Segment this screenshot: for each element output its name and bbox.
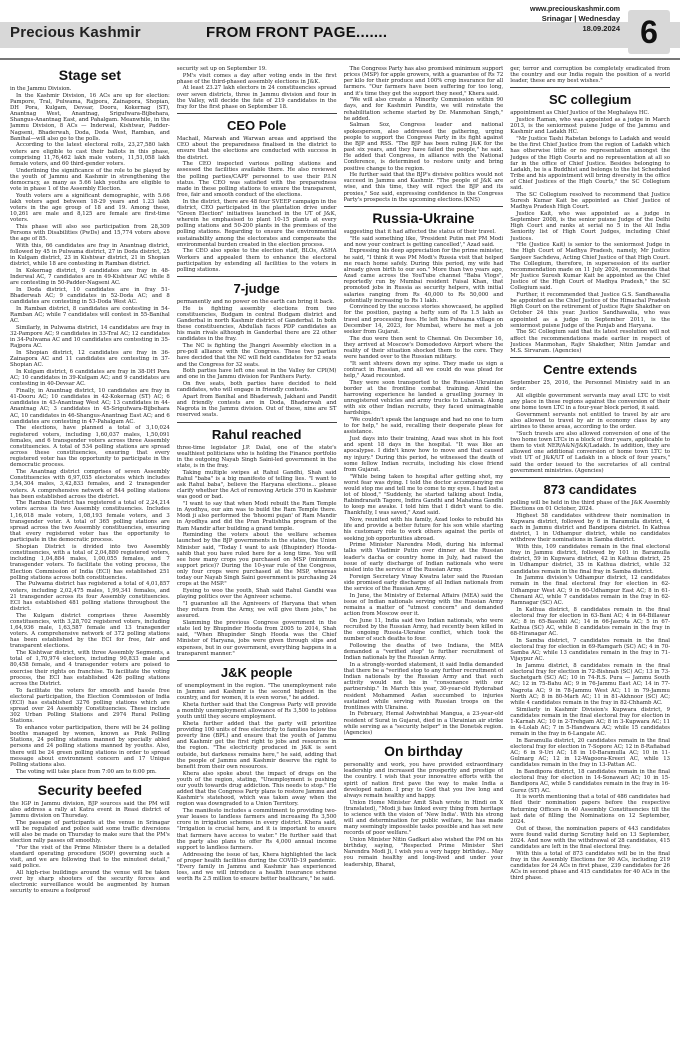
paragraph: The Kishtwar district, with three Assembly Segments, a total of 1,70,974 electors, including 90,833 male and 80,458 female, and 4 transgender voters are poised to exercise their rights on franchise. To facilitate the voting process, the ECI has established 426 polling stations across the District. (10, 650, 170, 687)
paragraph: PM's visit comes a day after voting ends in the first phase of the third-phased assembly elections in J&K. (176, 72, 337, 85)
paragraph: Eyeing to woo the youth, Shah said Rahul Gandhi was playing politics over the Agniveer scheme. (176, 588, 337, 601)
column-3 (344, 64, 504, 1050)
paragraph: Kheta further said that the Congress Party will provide a monthly unemployment allowance of Rs 3,500 to jobless youth until they secure employment. (176, 701, 337, 721)
story-divider (510, 87, 670, 88)
paragraph: personality and work, you have provided extraordinary leadership and increased the prosperity and prestige of the country. I wish that your innovative efforts with the spirit of nation first pave the way to make India a developed nation. I pray to God that you live long and always remain healthy and happy. (343, 762, 504, 799)
paragraph: In Bandipora district, 18 candidates remain in the final electoral fray for election in 14-Sonawari AC; 10 in 15-Bandipora AC, while 5 candidates remain in the fray in 16-Gurez (ST) AC. (510, 769, 670, 794)
paragraph: On five seats, both parties have decided to field candidates, who will engage in friendly contests. (176, 381, 337, 394)
paragraph: The Pulwama district has registered a total of 4,01,857 voters, including 2,02,475 males, 1,99,341 females, and 21 transgender across its four Assembly constituencies. ECI has established 481 polling stations throughout the district. (10, 581, 170, 612)
header-divider (0, 58, 680, 60)
paragraph: Expressing his deep appreciation for the prime minister, he said, "I think it was PM Modi's Russia visit that helped me reach home safely. During this period, my wife had already given birth to our son." More than two years ago, Azad came across the YouTube channel "Baba Vlogs", reportedly run by Mumbai resident Faisal Khan, that promoted jobs in Russia as security helpers, with initial salaries ranging from Rs 40,000 to Rs 50,000 and potentially increasing to Rs 1 lakh. (343, 248, 504, 304)
paragraph: of unemployment in the region. "The unemployment rate in Jammu and Kashmir is the second highest in the country, and for women, it is even worse," he added. (176, 682, 337, 702)
paragraph: All eligible government servants may avail LTC to visit any place in these regions against the conversion of their one home town LTC in a four-year block period, it said. (510, 392, 670, 412)
masthead (0, 0, 680, 62)
paragraph: The CEO also spoke to the election staff, BLOs, ASHA Workers and appealed them to enhance the electoral participation by extending all facilities to the voters in polling stations. (176, 248, 337, 273)
paragraph: Taking multiple swipes at Rahul Gandhi, Shah said Rahul "baba" is a big manifesto of telling lies. "I want to ask Rahul baba", believe the Haryana elections... please clarify whether the Act of removing Article 370 in Kashmir was good or bad. (176, 469, 337, 501)
headline-873-candidates: 873 candidates (543, 481, 637, 497)
paragraph: He further said that the BJP's divisive politics would not succeed in Jammu and Kashmir. "The people of J&K are wise, and this time, they will reject the BJP and its proxies," Soz said, expressing confidence in the Congress Party's prospects in the upcoming elections.(KNS) (343, 172, 504, 203)
paragraph: Similarly in Kashmir Division's Kupwara district, 9 candidates remain in the final electoral fray for election in 1-Karnah AC; 10 in 2-Trehgam AC; 8 in 3-Kupwara AC; 11 in 4-Lolab AC; 7 in 5-Handwara AC; while 15 candidates remain in the fray in 6-Langate AC. (510, 706, 670, 738)
paragraph: In Kathua district, 8 candidates remain in the final electoral fray for election in 63-Bani AC; 4 in 64-Billawar AC; 8 in 65-Basohli AC; 14 in 66-Jasrota AC; 5 in 67-Kathua (SC) AC, while 8 candidates remain in the fray in 68-Hiranagar AC. (510, 606, 670, 638)
paragraph: To facilitate the voters for smooth and hassle free electoral participation, the Election Commission of India (ECI) has established 3276 polling stations which are spread over 24 Assembly Constituencies. These include 302 Urban Polling Stations and 2974 Rural Polling Stations. (10, 687, 170, 725)
paragraph: the IGP in Jammu division, BJP sources said the PM will also address a rally at Katra event in Reasi district of Jammu division on Thursday. (10, 800, 170, 819)
paragraph: "He said something like, 'President Putin met PM Modi and now your contract is getting cancelled'," Azad said. (343, 235, 504, 248)
paragraph: In a strongly-worded statement, it said India demanded that there be a "verified stop to any further recruitment of Indian nationals by the Russian Army and that such activity would not be in "consonance with our partnership." In March this year, 30-year-old Hyderabad resident Mohammed Asfan succumbed to injuries sustained while serving with Russian troops on the frontlines with Ukraine. (343, 661, 504, 711)
paragraph: In June, the Ministry of External Affairs (MEA) said the issue of Indian nationals serving with the Russian Army remains a matter of "utmost concern" and demanded action from Moscow over it. (343, 592, 504, 617)
paragraph: September 25, 2016, the Personnel Ministry said in an order. (510, 380, 670, 393)
paragraph: Both parties have left one seat in the Valley for CPI(M) and one in the Jammu division for Panthers Party. (176, 368, 337, 381)
paragraph: In February, Hemal Ashwinbhai Mangua, a 23-year-old resident of Surat in Gujarat, died in a Ukrainian air strike while serving as a "security helper" in the Donetsk region. (Agencies) (343, 711, 504, 736)
column-2 (177, 64, 337, 1050)
paragraph: According to the latest electoral rolls, 23,27,580 lakh voters are eligible to cast their ballots in this phase, comprising 11,76,462 lakh male voters, 11,51,058 lakh female voters, and 60 third-gender voters. (10, 142, 170, 167)
paragraph: Machail, Marwah and Warwan areas and apprised the CEO about the preparedness finalised in the district to ensure that the elections are conducted with success in the district. (176, 136, 337, 161)
paragraph: The duo were then sent to Chennai. On December 16, they arrived at Moscow's Domodedovo Airport where the reality of their situation shocked them to the core. They were handed over to the Russian military. (343, 335, 504, 361)
headline-ceo-pole: CEO Pole (227, 118, 287, 134)
story-divider (177, 113, 337, 114)
paragraph: "While being taken to hospital after getting shot, my worst fear was dying. I told the doctor accompanying me would stop me and tell me to come to my eyes. I had lost a lot of blood," "Suddenly, he started talking about India, Rabindranath Tagore, Indira Gandhi and Mahatma Gandhi to keep me awake. I told him that I didn't want to die. Thankfully, I was saved," Azad said. (343, 473, 504, 517)
paragraph: In Kokernag district, 9 candidates are fray in 48-Inderwal AC, 7 candidates are in 49-Kishtwar AC while 8 are contesting in 50-Padder-Nagseni AC. (10, 268, 170, 287)
location-day: Srinagar | Wednesday (541, 14, 620, 23)
paragraph: "Mr Justice Tashi Rabstan belongs to Ladakh and would be the first Chief Justice from the region of Ladakh which has otherwise little or no representation amongst the Judges of the High Courts and no representation at all so far in the office of Chief Justice. Besides belonging to Ladakh, he is a Buddhist and belongs to the list Scheduled Tribe and his appointment will bring diversity in the office of Chief Justices of the High Courts," the SC Collegium said. (510, 136, 670, 192)
paragraph: It is worth mentioning that a total of 486 candidates had filed their nomination papers before the respective Returning Officers in 40 Assembly Constituencies till the last date of filling the Nominations on 12 September, 2024. (510, 794, 670, 825)
paragraph: Out of these, the nomination papers of 443 candidates were found valid during Scrutiny held on 13 September, 2024. And now with the withdrawal of 28 candidates, 415 candidates are left in the final electoral fray. (510, 825, 670, 850)
paragraph: In Samba district, 7 candidates remain in the final electoral fray for election in 69-Ramgarh (SC) AC; 4 in 70-Samba AC; while 13 candidates remain in the fray in 71-Vijaypur AC. (510, 637, 670, 663)
page-number: 6 (628, 10, 670, 54)
section-banner: FROM FRONT PAGE....... (206, 24, 388, 41)
paragraph: The passage of participants at the venue in Srinagar will be regulated and police said some traffic diversions will also be made on Thursday to make sure that the PM's election rally passes off smoothly. (10, 819, 170, 845)
paragraph: Government servants not entitled to travel by air are also allowed to travel by air in economy class by any airlines to these areas, according to the order. (510, 411, 670, 431)
paragraph: In Jammu division's Udhampur district, 12 candidates remain in the final electoral fray for election in 62-Udhampur West AC; 9 in 60-Udhampur East AC; 8 in 61-Chenani AC, while 7 candidates remain in the fray in 62-Ramnagar (SC) AC. (510, 575, 670, 606)
story-divider (177, 422, 337, 423)
paragraph: Justice Raman, who was appointed as a judge in March 2013, is the seniormost puisne Judge of the Jammu and Kashmir and Ladakh HC. (510, 117, 670, 136)
paragraph: He is fighting assembly elections from two constituencies, Budgam in central Budgam district and Ganderbal in north Kashmir district of Ganderbal. In both these constituencies, Abdullah faces PDP candidates as his main rivals although in Ganderbal there are 22 other candidates in the fray. (176, 305, 337, 343)
paragraph: "I want to say that when Modi rebuilt the Ram Temple in Ayodhya, our aim was to build the Ram Temple there. Modi ji also performed the 'bhoomi pujan' of Ram Mandir in Ayodhya and did the Pran Pratishtha program of the Ram Mandir after building a grand temple. (176, 500, 337, 532)
paragraph: The voting will take place from 7:00 am to 6:00 pm. (16, 768, 157, 775)
paragraph: Convinced by the success stories showcased, he applied for the position, paying a hefty sum of Rs 1.5 lakh as travel and processing fees. He left his Pulwama village on December 14, 2023, for Mumbai, where he met a job seeker from Gujarat. (343, 304, 504, 335)
paragraph: "It sent shivers down my spine. They made us sign a contract in Russian, and all we could do was plead for help," Azad recounted. (343, 360, 504, 380)
headline-jk-people: J&K people (220, 664, 293, 680)
paragraph: With this, 109 candidates remain in the final electoral fray in Jammu district, followed by 101 in Baramulla district, 59 in Kupwara district, 42 in Kathua district, 25 in Udhampur district, 35 in Kathua district, while 32 candidates remain in the final fray in Samba district. (510, 544, 670, 575)
paragraph: in the Jammu Division. (10, 86, 72, 92)
brand-name: Precious Kashmir (10, 24, 141, 41)
paragraph: The Kulgam district comprises three Assembly constituencies, with 3,28,702 registered voters, including 1,64,936 male, 1,63,587 female and 13 transgender voters. A comprehensive network of 372 polling stations has been established by the ECI for free, fair and transparent elections. (10, 612, 170, 650)
paragraph: "Such travels are also allowed conversion of one of the two home town LTCs in a block of four years, applicable to them to visit NER/A&N/J&K/Ladakh. In addition, they are allowed one additional conversion of home town LTC to visit UT of J&K/UT of Ladakh in a block of four years," said the order issued to the secretaries of all central government ministries. (Agencies) (510, 430, 670, 474)
headline-on-birthday: On birthday (384, 743, 463, 760)
story-divider (177, 276, 337, 277)
paragraph: Foreign Secretary Vinay Kwatra later said the Russian side promised early discharge of all Indian nationals from the service of the Russian Army. (343, 573, 504, 592)
headline-centre-extends: Centre extends (543, 362, 638, 378)
paragraph: Apart from Banihal and Bhaderwah, Jakhani and Pandit and friendly contests are in Doda, Bhaderwah and Nagrota in the Jammu division. Out of these, nine are ST reserved seats. (176, 393, 337, 419)
headline-sc-collegium: SC collegium (548, 92, 632, 108)
story-divider (10, 778, 170, 779)
paragraph: In the Kashmir Division, 16 ACs are up for election: Pampore, Tral, Pulwama, Rajpora, Zainapora, Shopian, DH Pora, Kulgam, Devsar, Dooru, Kokernag (ST), Anantnag West, Anantnag, Srigufwara-Bijbehara, Shangus-Anantnag East, and Pahalgam. Meanwhile, in the Jammu Division, 8 ACs — Inderwal, Kishtwar, Padder-Nagseni, Bhaderwah, Doda, Doda West, Ramban, and Banihal—will also go to the polls. (10, 92, 170, 142)
paragraph: Union Minister Nitin Gadkari also wished the PM on his birthday, saying, "Respected Prime Minister Shri Narendra Modi Ji, I wish you a very happy birthday... May you remain healthy and long-lived and under your leadership, Bharat, (343, 836, 504, 868)
paragraph: They were soon transported to the Russian-Ukrainian border at the frontline combat training. Amid the harrowing experience he landed a gruelling journey in unregistered vehicles and army trucks to Luhansk. Along with six other Indian recruits, they faced unimaginable hardships. (343, 379, 504, 417)
paragraph: three-time legislator J.P. Dalal, one of the state's wealthiest politicians who is holding the Finance portfolio in the outgoing Nayab Singh Saini-led government in the state, is in the fray. (176, 444, 337, 469)
page-body (10, 64, 670, 1050)
paragraph: Union Home Minister Amit Shah wrote in Hindi on X (translated), "Modi ji has linked every thing from heritage to science with the vision of 'New India'. With his strong will and determination for public welfare, he has made many seemingly impossible tasks possible and has set new records of poor welfare." (343, 799, 504, 837)
paragraph: In Kulgam district, 6 candidates are fray in 38-DH Pora AC; 10 candidates in 39-Kulgam AC; and 9 candidates are contesting in 40-Devsar AC. (10, 369, 170, 388)
paragraph: With this a total of 873 candidates will be in the final fray in the Assembly Elections for 90 ACs, including 219 candidates for 24 ACs in first phase, 239 candidates for 26 ACs in second phase and 415 candidates for 40 ACs in the third phase. (510, 850, 670, 882)
paragraph: Prime Minister Narendra Modi, during his informal talks with Vladimir Putin over dinner at the Russian leader's dacha or country home in July, had raised the issue of early discharge of Indian nationals who were misled into the service of the Russian Army. (343, 542, 504, 573)
paragraph: "We will also create a Minority Commission within 90 days, and for Kashmiri Pandits, we will reinstate the rehabilitation scheme started by Dr. Manmohan Singh," he added. (343, 97, 504, 122)
paragraph: security set up on September 19. (176, 66, 267, 72)
story-divider (344, 739, 504, 740)
column-4 (510, 64, 670, 1050)
paragraph: "He (Justice Kait) is senior to the seniormost Judge in the High Court of Madhya Pradesh, namely, Mr Justice Sanjeev Sachdeva, Acting Chief Justice of that High Court. The Collegium, therefore, in supersession of its earlier recommendation made on 11 July 2024, recommends that Mr Justice Suresh Kumar Kait be appointed as the Chief Justice of the High Court of Madhya Pradesh," the SC Collegium said. (510, 242, 670, 292)
paragraph: appointment as Chief Justice of the Meghalaya HC. (510, 110, 650, 117)
paragraph: This phase will also see participation from 28,309 Persons with Disabilities (PwDs) and 15,774 voters above the age of 85. (10, 223, 170, 243)
headline-7-judge: 7-judge (233, 281, 280, 297)
headline-security-beefed: Security beefed (37, 781, 142, 798)
paragraph: Kheta further added that the party will prioritize providing 100 units of free electricity to families below the poverty line (BPL) and ensure that the youth of Jammu and Kashmir get the first right to jobs and resources in the region. "The electricity produced in J&K is sent outside, but darkness remains here," he said, adding that the people of Jammu and Kashmir deserve the right to benefit from their own resources. (176, 720, 337, 770)
paragraph: In Doda district, 10 candidates are in fray 51-Bhaderwah AC; 9 candidates in 52-Doda AC; and 8 candidates are contesting in 53-Doda West AC. (10, 287, 170, 306)
paragraph: Slamming the previous Congress government in the state led by Bhupinder Hooda from 2005 to 2014, Shah said, "When Bhupinder Singh Hooda was the Chief Minister of Haryana, jobs were given through slips and expenses, but in our government, everything happens in a transparent manner." (176, 619, 337, 657)
paragraph: Reminding the voters about the welfare schemes launched by the BJP governments in the states, the Union Minister said, "Today I want to ask (Bhupinder) Hooda-sahib that you have ruled here for a long time. You will see how many crops you purchased on MSP (minimum support price)? During the 10-year rule of the Congress, only four crops were purchased at the MSP, whereas today our Nayab Singh Saini government is purchasing 24 crops at the MSP." (176, 532, 337, 588)
headline-russia-ukraine: Russia-Ukraine (372, 209, 475, 226)
headline-rahul-reached: Rahul reached (211, 426, 302, 442)
paragraph: Salman Soz, Congress leader and national spokesperson, also addressed the gathering, urging people to support the Congress Party in its fight against the BJP and RSS. "The BJP has been ruling J&K for the past six years, and they have failed the people," he said. He added that Congress, in alliance with the National Conference, is determined to restore unity and bring positive change to the region. (343, 122, 504, 172)
paragraph: With this, 66 candidates are fray in Anantnag district, followed by 45 in Pulwama district, 27 in Doda district, 25 in Kulgam district, 23 in Kishtwar district, 21 in Shopian district, while 18 are contesting in Ramban district. (10, 242, 170, 268)
paragraph: polling will be held in the third phase of the J&K Assembly Elections on 01 October, 2024. (510, 499, 670, 513)
paragraph: In Shopian district, 12 candidates are fray in 36-Zainapora AC and 11 candidates are contesting in 37-Shopian AC. (10, 350, 170, 369)
paragraph: The elections, have planned a total of 3,10,024 registered voters, including 1,60,037 males, 1,50,091 females, and 6 transgender voters across three Assembly constituencies. A total of 534 polling stations are spread across these constituencies, ensuring that every registered voter has the opportunity to participate in the democratic process. (10, 425, 170, 469)
paragraph: The SC Collegium resolved to recommend that Justice Suresh Kumar Kait be appointed as Chief Justice of Madhya Pradesh High Court. (510, 192, 670, 211)
paragraph: Following the deaths of two Indians, the MEA demanded a "verified stop" to further recruitment of Indian nationals by the Russian Army. (343, 642, 504, 662)
site-url: www.preciouskashmir.com (530, 6, 620, 13)
story-divider (510, 477, 670, 478)
paragraph: The Ramban District has registered a total of 2,24,214 voters across its two Assembly constituencies. Includes 1,16,018 male voters, 1,08,193 female voters, and 3 transgender voter. A total of 365 polling stations are spread across the two Assembly constituencies, ensuring that every registered voter has the opportunity to participate in the democratic process. (10, 500, 170, 544)
paragraph: The Congress Party has also promised minimum support prices (MSP) for apple growers, with a guarantee of Rs 72 per kilo for their produce and 100% crop insurance for all farmers. "Our farmers have been suffering for too long, and it's time they get the support they need," Khera said. (343, 66, 504, 97)
paragraph: The SC Collegium said that its latest resolution will not affect the recommendations made earlier in respect of Justices Manmohan, Rajiv Shakdher, Nitin Jamdar and M.S. Sirvaram. (Agencies) (510, 329, 670, 354)
paragraph: ger, terror and corruption be completely eradicated from the country and our India regain the position of a world leader, these are my best wishes." (510, 66, 670, 85)
paragraph: Underlining the significance of the role to be played by the youth of Jammu and Kashmir in strengthening the democracy, as many as 5.66 lakh youths are eligible to vote in phase 1 of the Assembly Election. (10, 167, 170, 192)
paragraph: Youth voters are a significant demographic, with 5.66 lakh voters aged between 18-29 years and 1.23 lakh voters in the age group of 18 and 19. Among these, 10,261 are male and 8,125 are female are first-time voters. (10, 192, 170, 224)
paragraph: In Ramban district, 8 candidates are contesting in 54-Ramban AC; while 7 candidates will contest in 55-Banihal AC. (10, 305, 170, 325)
paragraph: The NC is fighting the Jhangri Assembly election in a pre-poll alliance with the Congress. These two parties have decided that the NC will field candidates for 52 seats and the Congress for 32 seats. (176, 343, 337, 368)
paragraph: "We couldn't speak the language and had no one to turn to for help," he said, recalling their desperate pleas for assistance. (343, 417, 504, 436)
paragraph: Similarly, in Pulwama district, 14 candidates are fray in 32-Pampore AC; 9 candidates in 33-Tral AC; 12 candidates in 34-Pulwama AC and 10 candidates are contesting in 35-Rajpora AC. (10, 324, 170, 350)
paragraph: The Anantnag district comprises of seven Assembly Constituencies with 6,97,035 electorates which includes 3,54,304 males, 3,42,833 females, and 2 transgender voters. A comprehensive network of 844 polling stations has been established across the district. (10, 469, 170, 500)
paragraph: "For the visit of the Prime Minister there is a detailed standard operating procedure (SOP) governing such a visit, and we are following that to the minutest detail," said police. (10, 844, 170, 870)
paragraph: The manifesto includes a commitment to providing two-year leases to landless farmers and increasing Rs 3,500 crore in irrigation schemes in every district. Khera said, "Irrigation is crucial here, and it is important to ensure that farmers have access to water." He further said that the party also plans to offer Rs 4,000 annual income support to landless farmers. (176, 807, 337, 851)
paragraph: On June 11, India said two Indian nationals, who were recruited by the Russian Army, had recently been killed in the ongoing Russia-Ukraine conflict, which took the number of such deaths to four. (343, 617, 504, 643)
paragraph: In Jammu district, 8 candidates remain in the final electoral fray for election in 72-Bishnah (SC) AC; 13 in 73-Suchetgarh (SC) AC; 10 in 74-R.S. Pura — Jammu South AC; 12 in 75-Bahu AC; 9 in 76-Jammu East AC; 14 in 77-Nagrota AC; 9 in 78-Jammu West AC; 11 in 79-Jammu North AC; 8 in 80-Marh AC; 11 in 81-Akhnoor (SC) AC; while 4 candidates remain in the fray in 82-Chhamb AC. (510, 662, 670, 706)
paragraph: suggesting that it had affected the status of their travel. (343, 228, 496, 235)
paragraph: "I guarantee all the Agniveers of Haryana that when they return from the Army, we will give them jobs," he assured. (176, 600, 337, 620)
paragraph: Shopian District is divided into two Assembly constituencies, with a total of 2,04,880 registered voters, including 1,04,884 males, 1,00,055 females, and 7 transgender voters. To facilitate the voting process, the Election Commission of India (ECI) has established 251 polling stations across both constituencies. (10, 543, 170, 581)
column-1 (10, 64, 170, 1050)
paragraph: At least 23.27 lakh electors in 24 constituencies spread over seven districts, three in Jammu division and four in the Valley, will decide the fate of 219 candidates in the fray for the first phase on September 18. (176, 85, 337, 110)
headline-stage-set: Stage set (58, 67, 121, 83)
paragraph: Highest 58 candidates withdrew their nomination in Kupwara district, followed by 6 in Baramulla district, 4 each in Jammu district and Bandipora district. In Kathua district, 1 in Udhampur district, while no candidates withdrew their nominations in Samba district. (510, 512, 670, 544)
paragraph: All high-rise buildings around the venue will be taken over by sharp shooters of the security forces and electronic surveillance would be augmented by human security to ensure a foolproof (10, 869, 170, 895)
story-divider (344, 206, 504, 207)
paragraph: The CEO inspected various polling stations and assessed the facilities available there. He also reviewed the polling parties/CAPF personnel to use their P.I.N status. The CEO was satisfied with the preparedness made in these polling stations to ensure the transparent, free, fair and smooth conduct of the elections. (176, 161, 337, 198)
issue-date: 18.09.2024 (582, 24, 620, 33)
paragraph: Just days into their training, Azad was shot in his foot and spent 18 days in the hospital. "It was like an apocalypse. I didn't know how to move and that caused my injury." During this period, he witnessed the death of some fellow Indian recruits, including his close friend from Gujarat. (343, 436, 504, 473)
edition-meta (530, 6, 620, 33)
paragraph: Further, it recommended that Justice G.S. Sandhawalia be appointed as the Chief Justice of the Himachal Pradesh High Court on the retirement of Justice Rajiv Shakdher on October 24 this year. Justice Sandhawalia, who was appointed as a judge in September 2011, is the seniormost puisne Judge of the Punjab and Haryana. (510, 292, 670, 329)
paragraph: permanently and no power on the earth can bring it back. (176, 299, 335, 306)
paragraph: Khera also spoke about the impact of drugs on the youth of the region, stating, "Unemployment is pushing our youth towards drug addiction. This needs to stop." He added that the Congress Party plans to restore Jammu and Kashmir's statehood, which was taken away when the region was downgraded to a Union Territory. (176, 770, 337, 808)
paragraph: Addressing the issue of tax, Khera highlighted the lack of proper health facilities during the COVID-19 pandemic. "Every family in Jammu and Kashmir has experienced loss, and we will introduce a health insurance scheme worth Rs 2.5 million to ensure better healthcare," he said. (176, 851, 337, 883)
paragraph: Justice Kait, who was appointed as a judge in September 2008, is the senior puisne Judge of the Delhi High Court and ranks at serial no 5 in the All India Seniority list of High Court Judges, including Chief Justices. (510, 210, 670, 242)
story-divider (510, 357, 670, 358)
paragraph: To enhance voter participation, there will be 24 polling booths managed by women, known as Pink Polling Stations, 24 polling stations manned by specially abled persons and 24 polling stations manned by youths. Also, there will be 24 green polling stations in order to spread message about environment concern and 17 Unique Polling stations also. (10, 724, 170, 768)
story-divider (177, 660, 337, 661)
paragraph: In the district, there are 48 four SVEEP campaign in the district, CEO participated in the plantation drive under "Green Election" initiatives launched in the UT of J&K, wherein he emphasised to plant 10-15 plants at every polling stations and 50-200 plants in the premises of the polling stations. Regarding to ensure the environmental sustainability among the electorates and compensate the environmental burden created in the election process. (176, 198, 337, 248)
paragraph: Now, reunited with his family, Azad looks to rebuild his life and provide a better future for his son while starting his customary role to work others against the perils of seeking job opportunities abroad. (343, 517, 504, 542)
paragraph: In Baramulla district, 20 candidates remain in the final electoral fray for election in 7-Sopore AC; 12 in 8-Rafiabad AC; 6 in 9-Uri AC; 18 in 10-Baramulla AC; 10 in 11-Gulmarg AC; 12 in 12-Wagoora-Kreeri AC, while 13 candidates remain in the fray in 13-Pattan AC. (510, 737, 670, 769)
paragraph: Finally, in Anantnag district, 10 candidates are fray in 41-Dooru AC; 10 candidates in 42-Kokernag (ST) AC; 6 candidates in 43-Anantnag West AC; 13 candidates in 44-Anantnag AC; 3 candidates in 45-Srigufwara-Bijbehara AC, 10 candidates in 46-Shangus-Anantnag East AC; and 6 candidates are contesting in 47-Pahalgam AC. (10, 388, 170, 425)
